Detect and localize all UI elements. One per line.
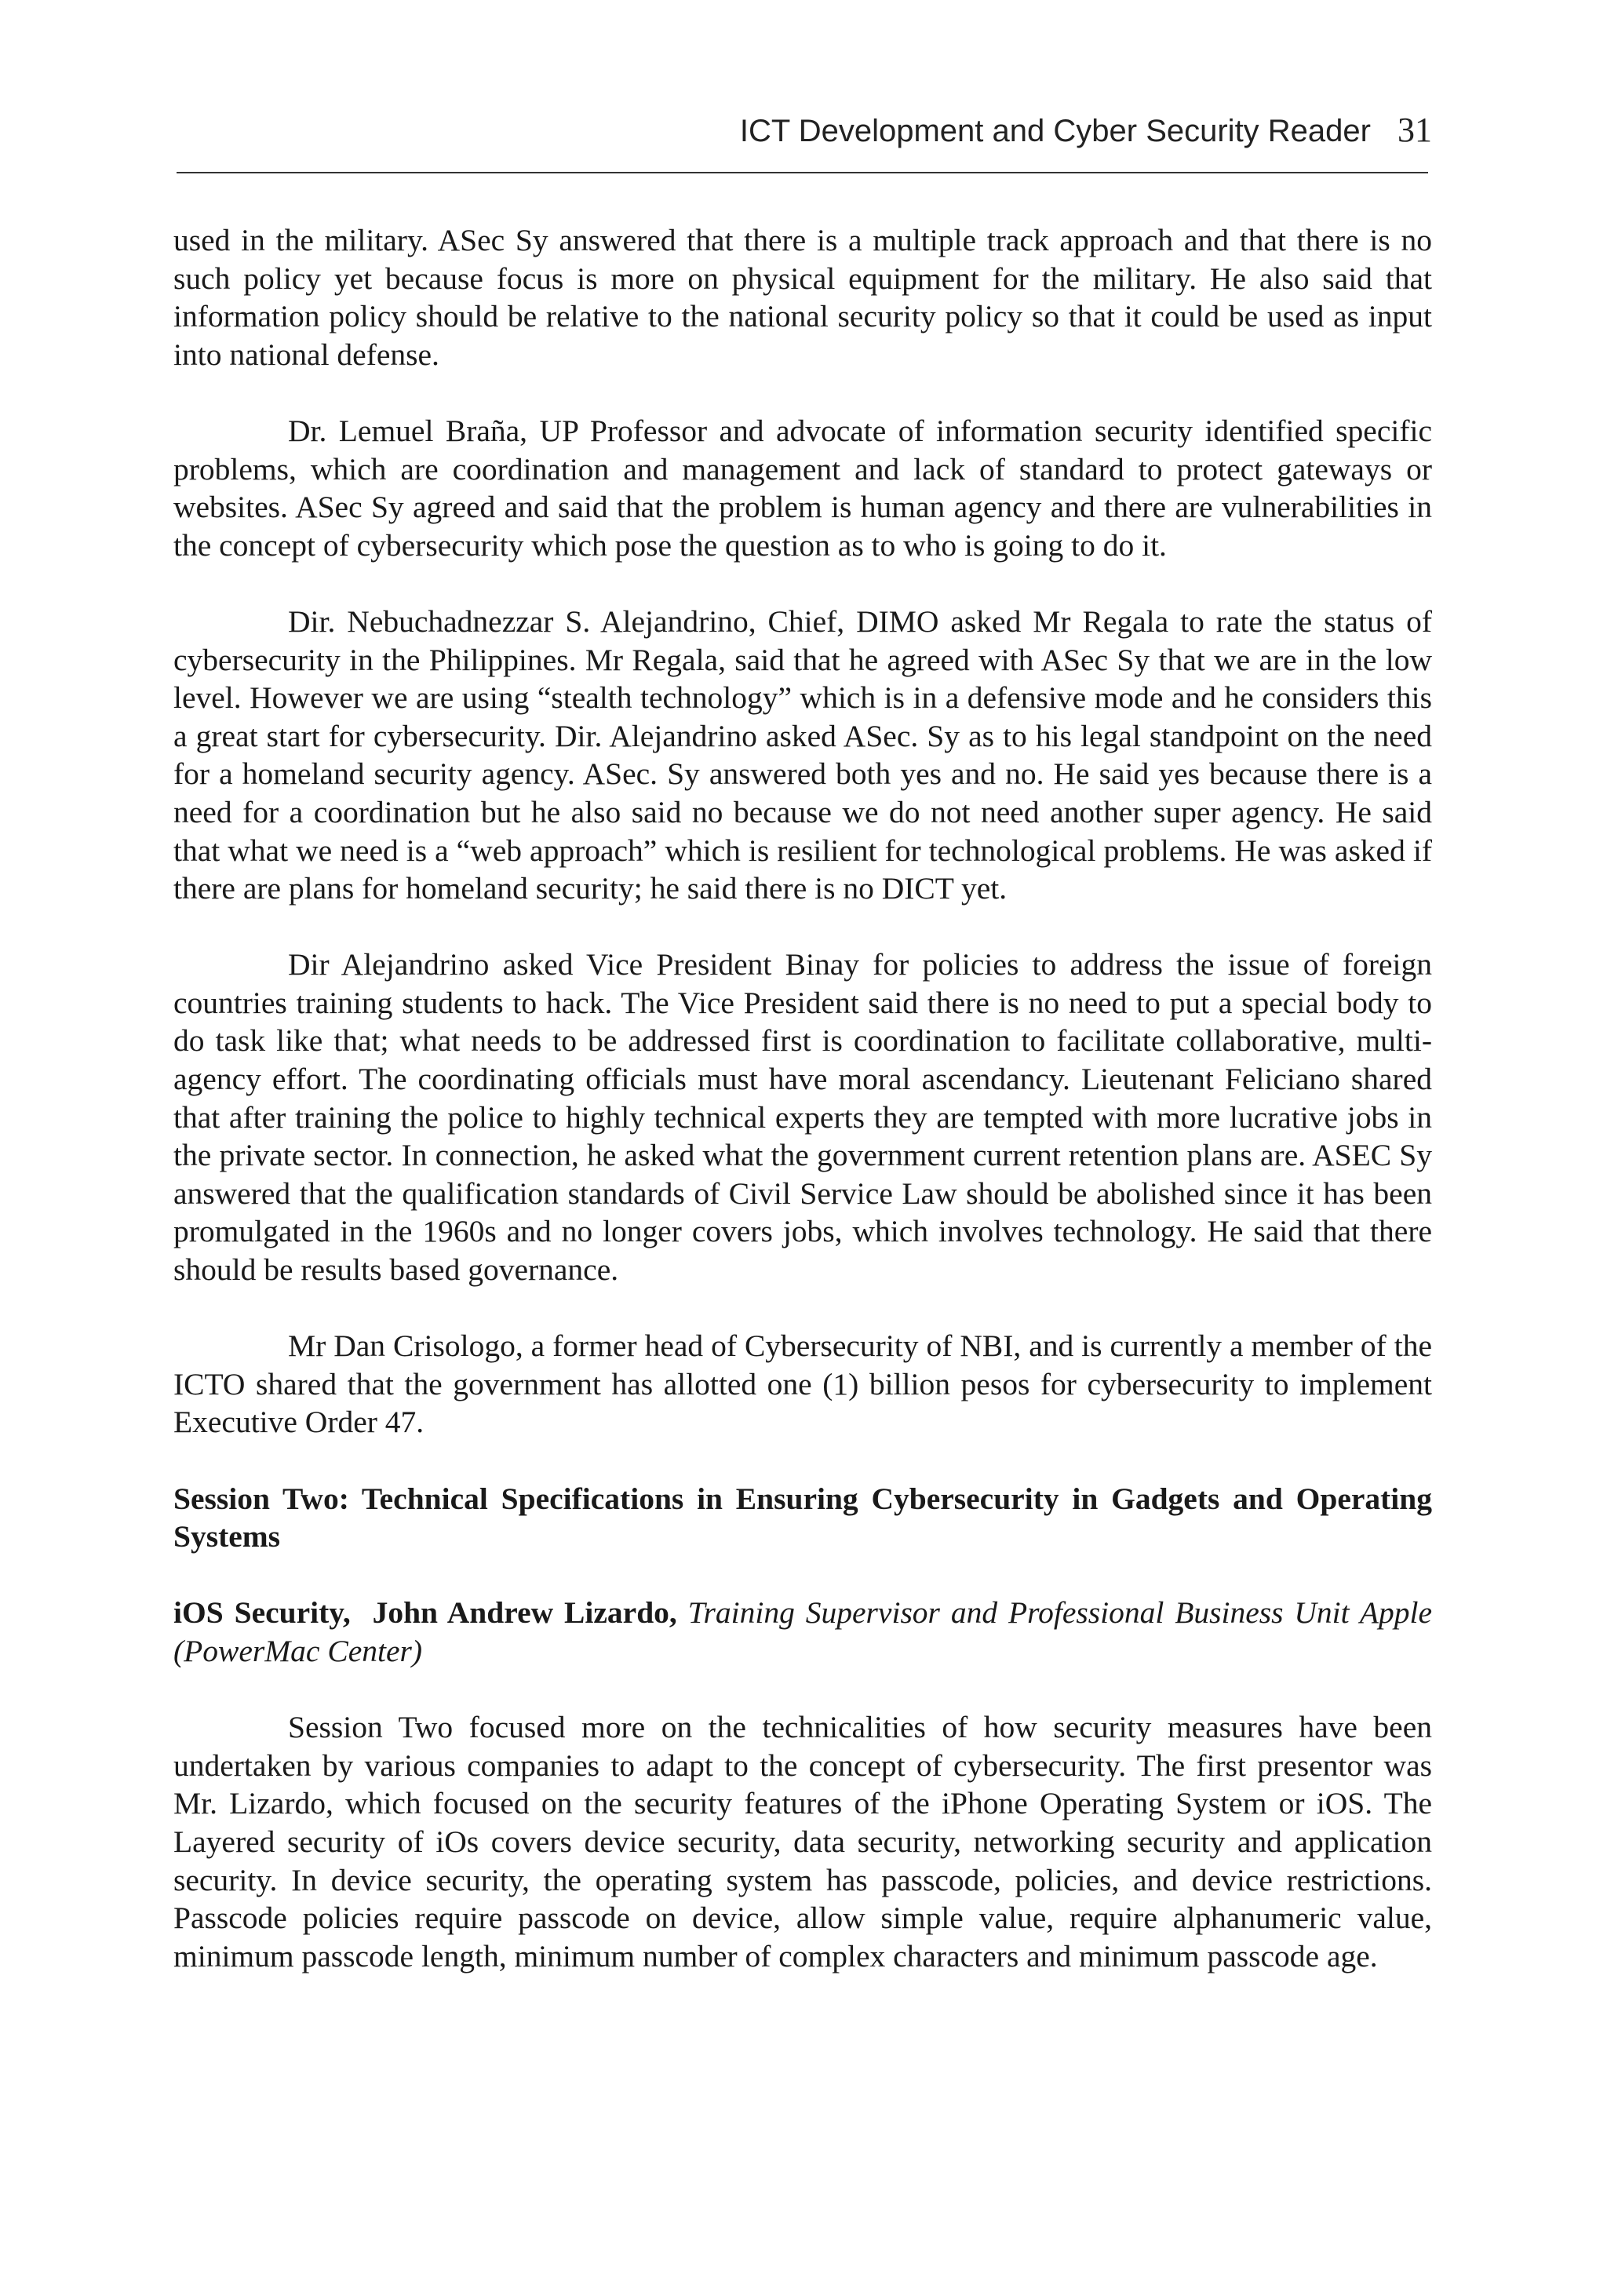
paragraph-continuation: used in the military. ASec Sy answered that there is a multiple track approach and that there is no such policy yet because focus is more on physical equipment for the military. He also said that information policy should be relative to the national security policy so that it could be used as input into national defense. [173, 223, 1432, 372]
paragraph-binay: Dir Alejandrino asked Vice President Binay for policies to address the issue of foreign countries training students to hack. The Vice President said there is no need to put a special body to do task like that; what needs to be addressed first is coordination to facilitate collaborative, multi-agency effort. The coordinating officials must have moral ascendancy. Lieutenant Feliciano shared that after training the police to highly technical experts they are tempted with more lucrative jobs in the private sector. In connection, he asked what the government current retention plans are. ASEC Sy answered that the qualification standards of Civil Service Law should be abolished since it has been promulgated in the 1960s and no longer covers jobs, which involves technology. He said that there should be results based governance. [173, 947, 1432, 1288]
paragraph-crisologo: Mr Dan Crisologo, a former head of Cybersecurity of NBI, and is currently a member of the ICTO shared that the government has allotted one (1) billion pesos for cybersecurity to implement Executive Order 47. [173, 1328, 1432, 1440]
session-heading: Session Two: Technical Specifications in Ensuring Cybersecurity in Gadgets and Operating Systems [173, 1481, 1432, 1554]
presenter-affiliation: Training Supervisor and Professional Business Unit Apple (PowerMac Center) [173, 1595, 1432, 1668]
header-title: ICT Development and Cyber Security Reader [739, 114, 1371, 148]
presenter-line [173, 1594, 1432, 1670]
presenter-name: John Andrew Lizardo, [372, 1595, 677, 1631]
paragraph-alejandrino: Dir. Nebuchadnezzar S. Alejandrino, Chief, DIMO asked Mr Regala to rate the status of cybersecurity in the Philippines. Mr Regala, said that he agreed with ASec Sy that we are in the low level. However we are using “stealth technology” which is in a defensive mode and he considers this a great start for cybersecurity. Dir. Alejandrino asked ASec. Sy as to his legal standpoint on the need for a homeland security agency. ASec. Sy answered both yes and no. He said yes because there is a need for a coordination but he also said no because we do not need another super agency. He said that what we need is a “web approach” which is resilient for technological problems. He was asked if there are plans for homeland security; he said there is no DICT yet. [173, 603, 1432, 906]
paragraph-session-two: Session Two focused more on the technicalities of how security measures have been undertaken by various companies to adapt to the concept of cybersecurity. The first presentor was Mr. Lizardo, which focused on the security features of the iPhone Operating System or iOS. The Layered security of iOs covers device security, data security, networking security and application security. In device security, the operating system has passcode, policies, and device restrictions. Passcode policies require passcode on device, allow simple value, require alphanumeric value, minimum passcode length, minimum number of complex characters and minimum passcode age. [173, 1710, 1432, 1973]
body-text [173, 221, 1432, 2014]
paragraph-brana: Dr. Lemuel Braña, UP Professor and advocate of information security identified specific problems, which are coordination and management and lack of standard to protect gateways or websites. ASec Sy agreed and said that the problem is human agency and there are vulnerabilities in the concept of cybersecurity which pose the question as to who is going to do it. [173, 413, 1432, 563]
header-rule [177, 172, 1428, 173]
page-number: 31 [1397, 111, 1432, 149]
presenter-topic: iOS Security, [173, 1595, 351, 1631]
running-header [177, 110, 1432, 165]
